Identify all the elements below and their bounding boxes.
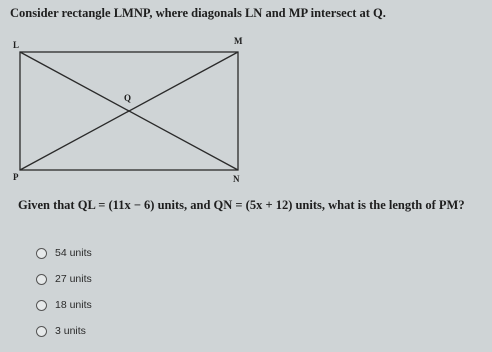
prompt-text: Given that QL = (11x − 6) units, and QN = (5x + 12) units, what is the length of PM? — [18, 198, 465, 212]
choice-27-units[interactable] — [36, 266, 92, 292]
radio-button[interactable] — [36, 248, 47, 259]
radio-button[interactable] — [36, 326, 47, 337]
vertex-label-m: M — [234, 36, 243, 46]
choice-label: 27 units — [55, 273, 92, 285]
answer-choices — [36, 240, 92, 344]
choice-label: 18 units — [55, 299, 92, 311]
choice-label: 3 units — [55, 325, 86, 337]
vertex-label-n: N — [233, 174, 240, 184]
vertex-label-p: P — [13, 172, 19, 182]
choice-54-units[interactable] — [36, 240, 92, 266]
choice-18-units[interactable] — [36, 292, 92, 318]
intersection-label-q: Q — [124, 93, 132, 103]
radio-button[interactable] — [36, 300, 47, 311]
question-text: Consider rectangle LMNP, where diagonals LN and MP intersect at Q. — [10, 6, 386, 20]
vertex-label-l: L — [13, 40, 20, 50]
choice-3-units[interactable] — [36, 318, 92, 344]
radio-button[interactable] — [36, 274, 47, 285]
choice-label: 54 units — [55, 247, 92, 259]
